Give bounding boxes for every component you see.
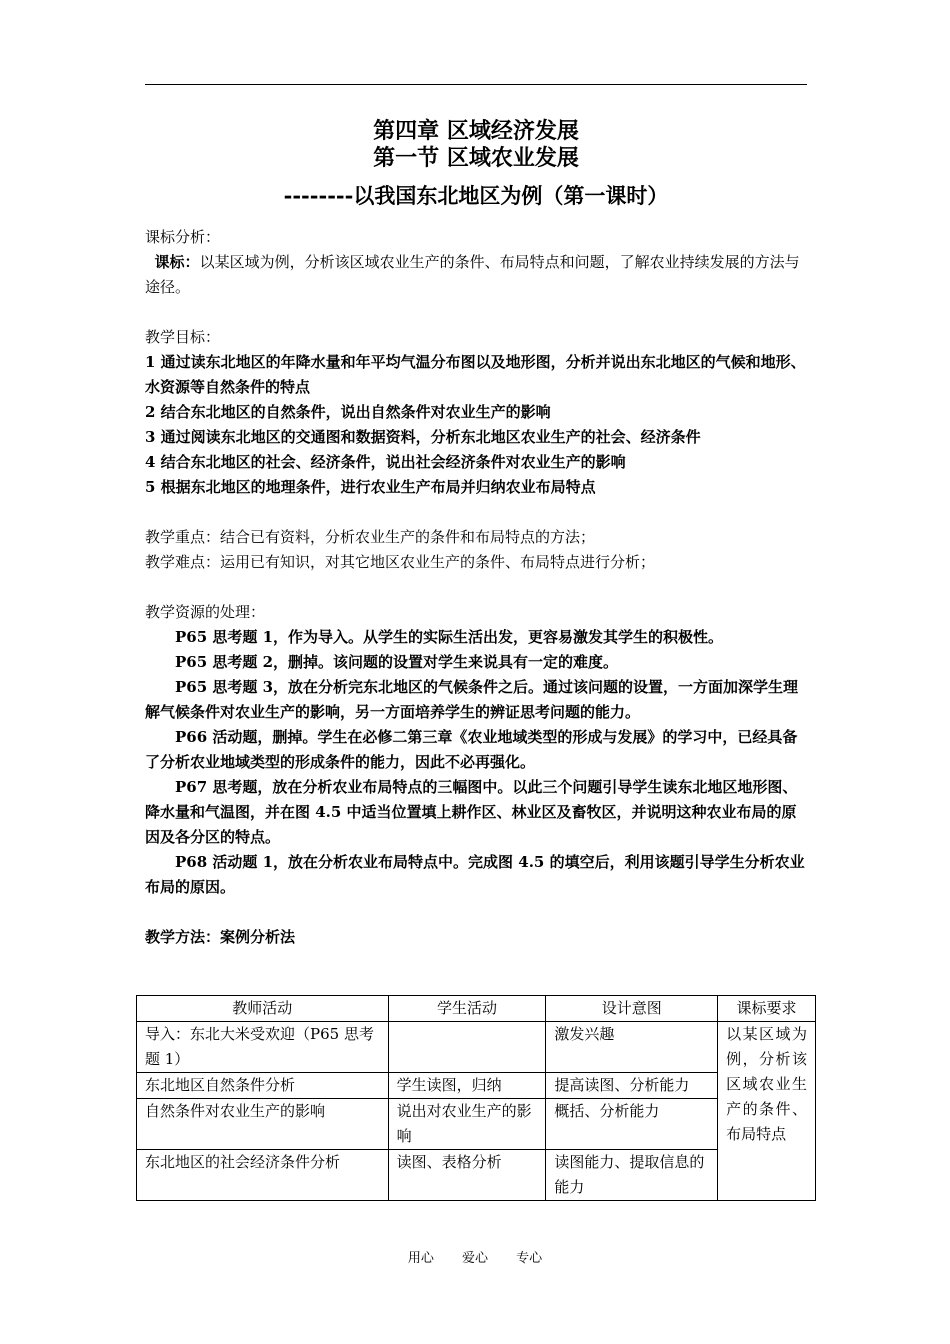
lesson-plan-table bbox=[136, 995, 816, 1201]
goal-item: 3 通过阅读东北地区的交通图和数据资料，分析东北地区农业生产的社会、经济条件 bbox=[145, 428, 701, 446]
goal-item: 1 通过读东北地区的年降水量和年平均气温分布图以及地形图，分析并说出东北地区的气候和地形、水资源等自然条件的特点 bbox=[145, 353, 806, 396]
footer-word: 爱心 bbox=[461, 1251, 488, 1266]
footer-word: 专心 bbox=[516, 1251, 543, 1266]
page-footer bbox=[0, 1247, 950, 1266]
table-row bbox=[137, 1073, 816, 1099]
header-design-intent: 设计意图 bbox=[546, 996, 718, 1022]
table-cell: 提高读图、分析能力 bbox=[546, 1073, 718, 1099]
key-point: 教学重点：结合已有资料，分析农业生产的条件和布局特点的方法； bbox=[145, 528, 596, 546]
header-teacher-activity: 教师活动 bbox=[137, 996, 389, 1022]
resource-item: P66 活动题，删掉。学生在必修二第三章《农业地域类型的形成与发展》的学习中，已经具备了分析农业地域类型的形成条件的能力，因此不必再强化。 bbox=[145, 728, 798, 771]
section-title: 第一节 区域农业发展 bbox=[373, 145, 579, 171]
goal-item: 5 根据东北地区的地理条件，进行农业生产布局并归纳农业布局特点 bbox=[145, 478, 596, 496]
table-cell bbox=[388, 1022, 546, 1073]
curriculum-text: 以某区域为例，分析该区域农业生产的条件、布局特点和问题，了解农业持续发展的方法与途径。 bbox=[145, 253, 800, 296]
curriculum-paragraph bbox=[145, 250, 807, 300]
table-cell: 读图、表格分析 bbox=[388, 1150, 546, 1201]
table-cell: 导入：东北大米受欢迎（P65 思考题 1） bbox=[137, 1022, 389, 1073]
table-header-row bbox=[137, 996, 816, 1022]
resource-item: P68 活动题 1，放在分析农业布局特点中。完成图 4.5 的填空后，利用该题引导学生分析农业布局的原因。 bbox=[145, 853, 805, 896]
table-cell: 东北地区的社会经济条件分析 bbox=[137, 1150, 389, 1201]
title-block bbox=[145, 118, 807, 210]
document-body bbox=[145, 225, 807, 950]
resource-item: P65 思考题 2，删掉。该问题的设置对学生来说具有一定的难度。 bbox=[175, 653, 619, 671]
table-cell: 自然条件对农业生产的影响 bbox=[137, 1099, 389, 1150]
table-cell: 读图能力、提取信息的能力 bbox=[546, 1150, 718, 1201]
resource-item: P65 思考题 1，作为导入。从学生的实际生活出发，更容易激发其学生的积极性。 bbox=[175, 628, 724, 646]
difficulty-point: 教学难点：运用已有知识，对其它地区农业生产的条件、布局特点进行分析； bbox=[145, 553, 656, 571]
table-cell: 学生读图，归纳 bbox=[388, 1073, 546, 1099]
curriculum-label: 课标： bbox=[154, 253, 200, 271]
table-row bbox=[137, 1099, 816, 1150]
curriculum-heading: 课标分析： bbox=[145, 228, 221, 246]
lesson-subtitle: --------以我国东北地区为例（第一课时） bbox=[283, 183, 669, 208]
table-cell: 激发兴趣 bbox=[546, 1022, 718, 1073]
header-rule bbox=[145, 84, 807, 85]
table-cell: 说出对农业生产的影响 bbox=[388, 1099, 546, 1150]
header-requirement: 课标要求 bbox=[718, 996, 816, 1022]
header-student-activity: 学生活动 bbox=[388, 996, 546, 1022]
footer-word: 用心 bbox=[407, 1251, 434, 1266]
chapter-title: 第四章 区域经济发展 bbox=[373, 118, 579, 144]
requirement-cell: 以某区域为例，分析该区域农业生产的条件、布局特点 bbox=[718, 1022, 816, 1201]
resource-item: P67 思考题，放在分析农业布局特点的三幅图中。以此三个问题引导学生读东北地区地形图、降水量和气温图，并在图 4.5 中适当位置填上耕作区、林业区及畜牧区，并说明这种农业布局的原因及各分区的特点。 bbox=[145, 778, 798, 846]
table-cell: 概括、分析能力 bbox=[546, 1099, 718, 1150]
table-cell: 东北地区自然条件分析 bbox=[137, 1073, 389, 1099]
goal-item: 2 结合东北地区的自然条件，说出自然条件对农业生产的影响 bbox=[145, 403, 551, 421]
teaching-method: 教学方法：案例分析法 bbox=[145, 928, 296, 946]
goals-heading: 教学目标： bbox=[145, 328, 221, 346]
table-row bbox=[137, 1022, 816, 1073]
table-row bbox=[137, 1150, 816, 1201]
goal-item: 4 结合东北地区的社会、经济条件，说出社会经济条件对农业生产的影响 bbox=[145, 453, 626, 471]
resource-item: P65 思考题 3，放在分析完东北地区的气候条件之后。通过该问题的设置，一方面加深学生理解气候条件对农业生产的影响，另一方面培养学生的辨证思考问题的能力。 bbox=[145, 678, 799, 721]
resources-heading: 教学资源的处理： bbox=[145, 603, 266, 621]
